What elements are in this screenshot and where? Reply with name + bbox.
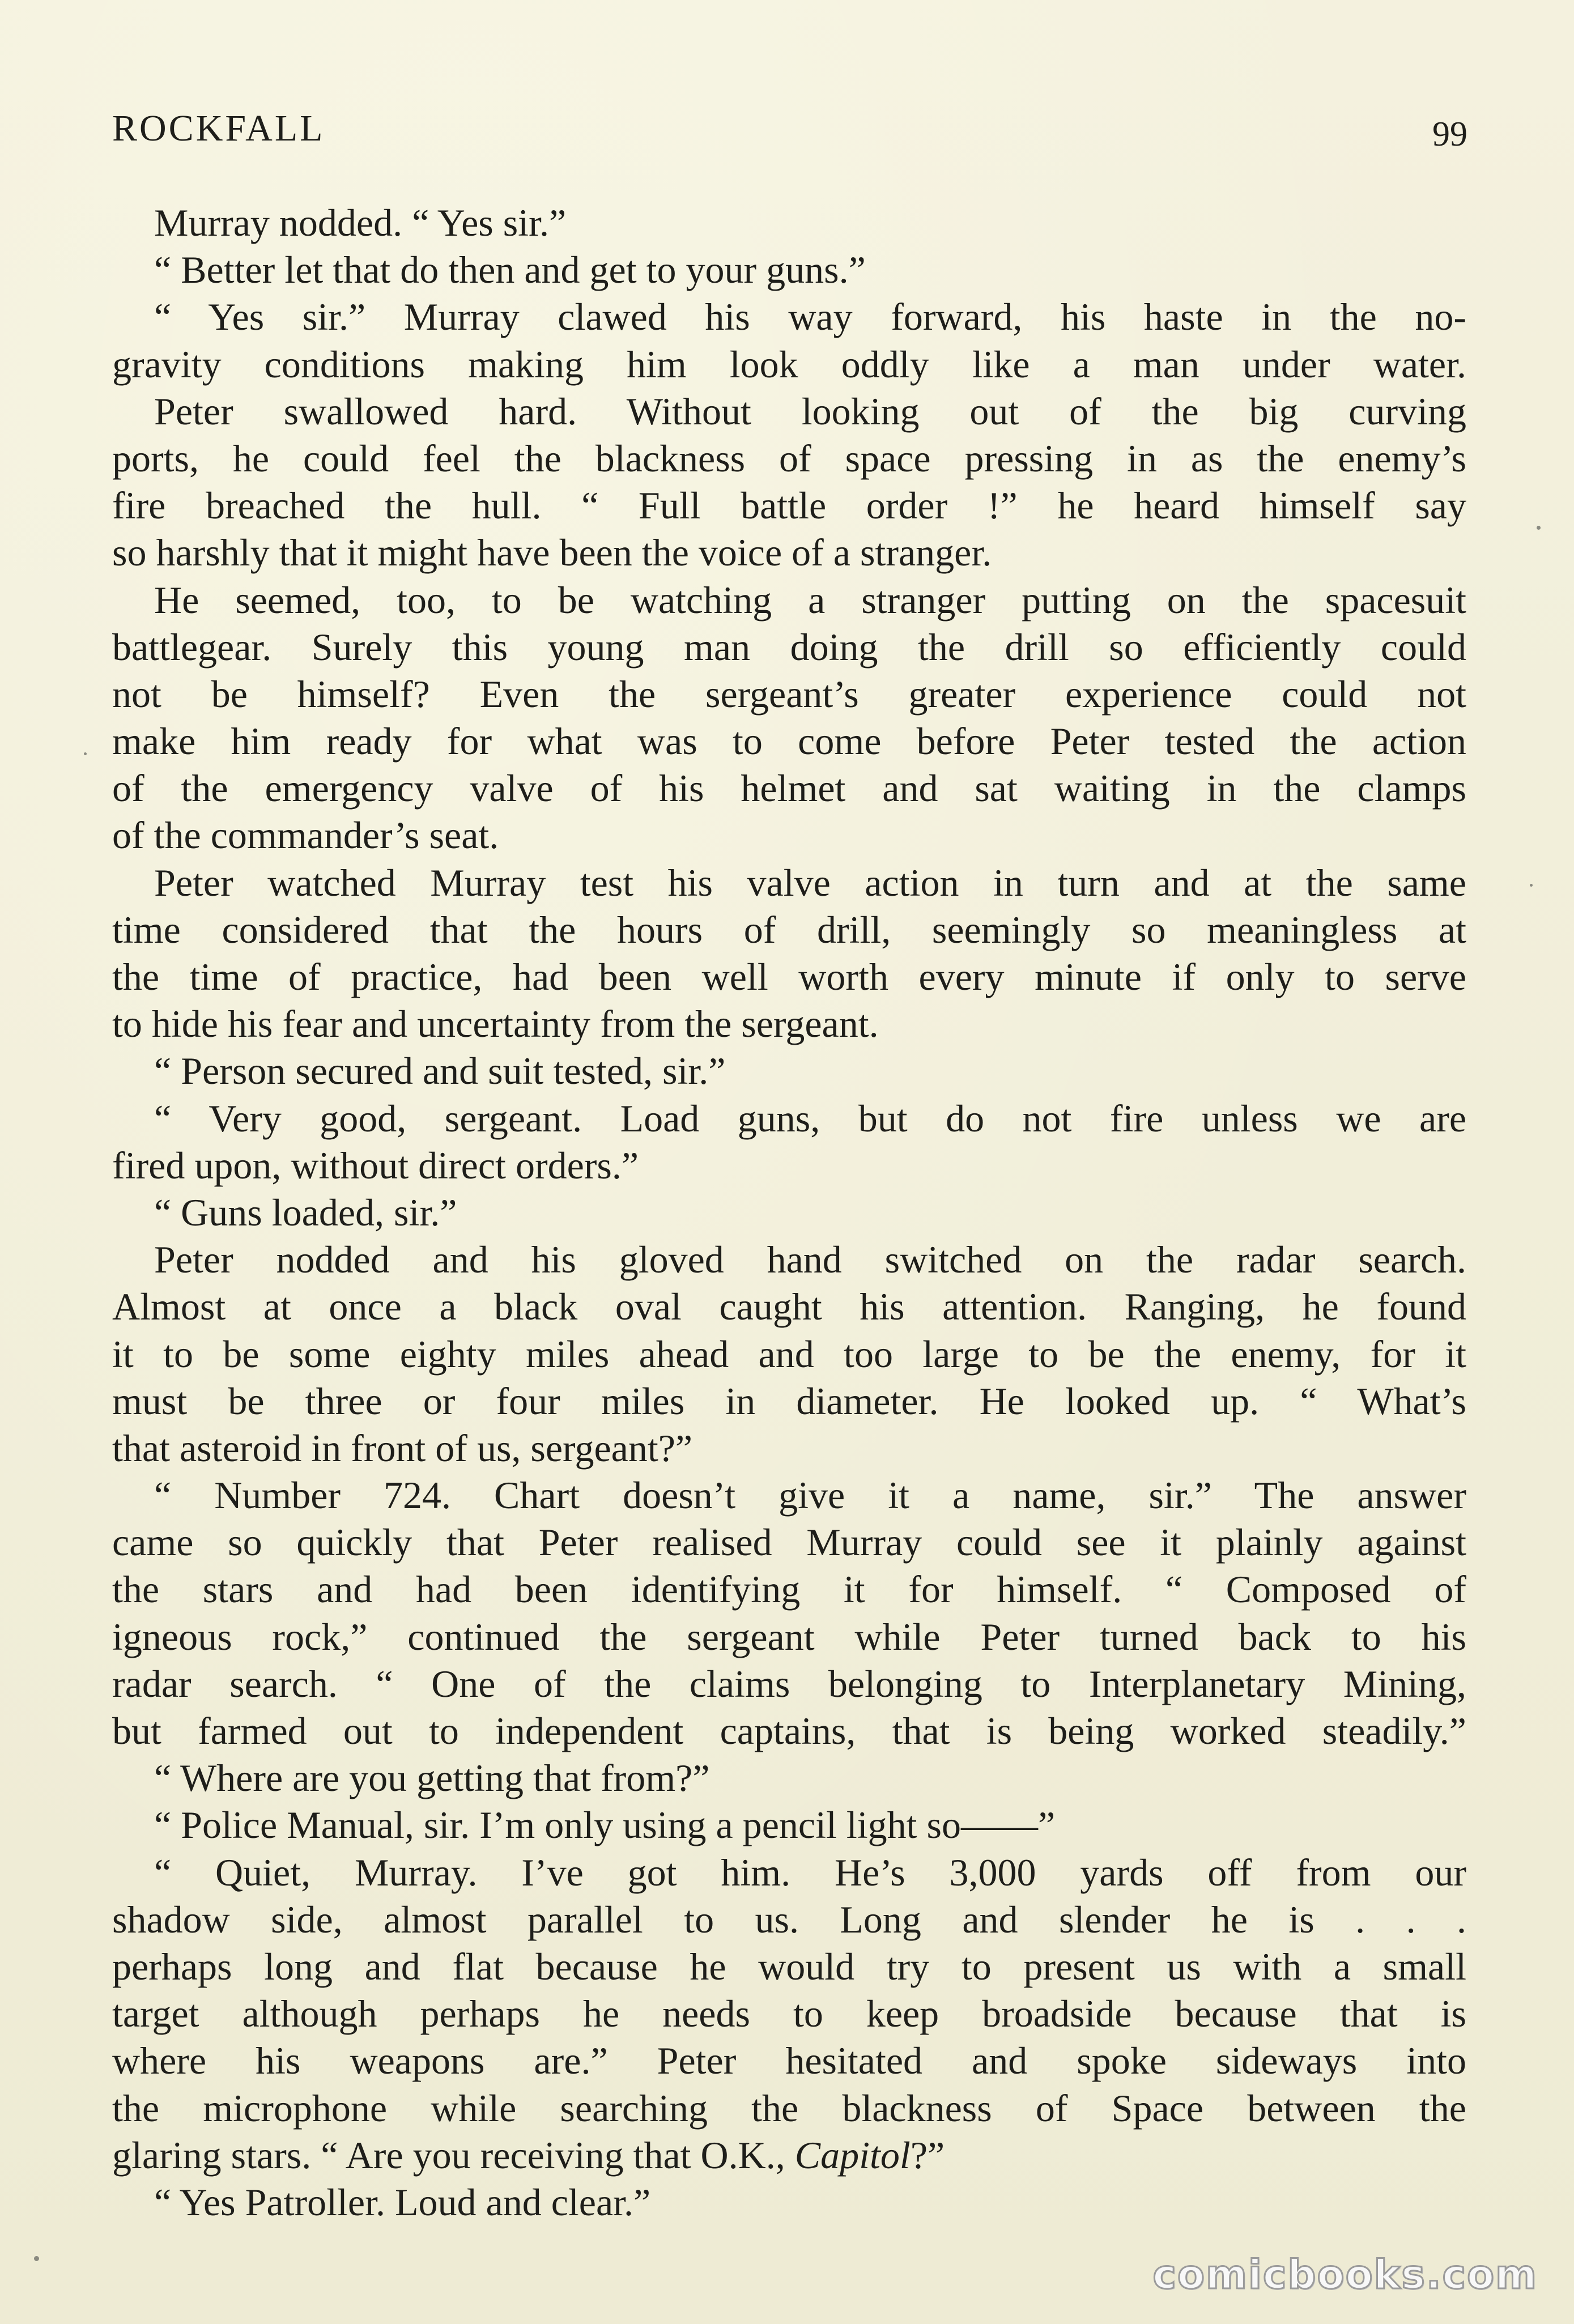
text-line: “ Police Manual, sir. I’m only using a pencil light so——” [154, 1803, 1056, 1847]
text-line: Peter nodded and his gloved hand switched on the radar search. [154, 1238, 1466, 1282]
text-line: perhaps long and flat because he would try to present us with a small [112, 1944, 1466, 1988]
text-line-with-italic [112, 2132, 1466, 2179]
text-line: fired upon, without direct orders.” [112, 1143, 639, 1187]
text-line: came so quickly that Peter realised Murray could see it plainly against [112, 1521, 1466, 1564]
text-line: “ Yes sir.” Murray clawed his way forward, his haste in the no- [154, 295, 1466, 339]
text-line: “ Better let that do then and get to your guns.” [154, 248, 866, 292]
text-line: that asteroid in front of us, sergeant?” [112, 1426, 693, 1470]
text-line: of the emergency valve of his helmet and sat waiting in the clamps [112, 767, 1466, 810]
text-line: “ Guns loaded, sir.” [154, 1190, 457, 1234]
text-line: so harshly that it might have been the voice of a stranger. [112, 531, 992, 574]
text-line: the time of practice, had been well worth every minute if only to serve [112, 955, 1466, 998]
text-line: must be three or four miles in diameter. He looked up. “ What’s [112, 1379, 1466, 1423]
text-line: igneous rock,” continued the sergeant while Peter turned back to his [112, 1615, 1466, 1658]
running-title: ROCKFALL [112, 108, 325, 149]
text-segment: ?” [910, 2133, 945, 2177]
text-line: the stars and had been identifying it for himself. “ Composed of [112, 1568, 1466, 1611]
text-line: to hide his fear and uncertainty from the sergeant. [112, 1002, 879, 1046]
text-line: radar search. “ One of the claims belonging to Interplanetary Mining, [112, 1662, 1466, 1705]
text-line: gravity conditions making him look oddly like a man under water. [112, 342, 1466, 386]
text-line: where his weapons are.” Peter hesitated and spoke sideways into [112, 2039, 1466, 2083]
text-line: Almost at once a black oval caught his attention. Ranging, he found [112, 1285, 1466, 1329]
paper-speck [1537, 526, 1541, 530]
paper-speck [1530, 884, 1533, 887]
text-line: battlegear. Surely this young man doing the drill so efficiently could [112, 625, 1466, 669]
ship-name-italic: Capitol [794, 2133, 911, 2177]
text-line: “ Yes Patroller. Loud and clear.” [154, 2180, 651, 2224]
paper-speck [34, 2256, 39, 2261]
text-line: “ Very good, sergeant. Load guns, but do not fire unless we are [154, 1096, 1466, 1140]
text-line: it to be some eighty miles ahead and too large to be the enemy, for it [112, 1332, 1466, 1376]
text-line: Murray nodded. “ Yes sir.” [154, 201, 567, 244]
text-segment: glaring stars. “ Are you receiving that O.K., [112, 2133, 795, 2177]
page-number: 99 [1432, 115, 1467, 154]
text-line: ports, he could feel the blackness of space pressing in as the enemy’s [112, 436, 1466, 480]
text-line: He seemed, too, to be watching a stranger putting on the spacesuit [154, 578, 1466, 622]
text-line: “ Quiet, Murray. I’ve got him. He’s 3,000 yards off from our [154, 1850, 1466, 1894]
paper-speck [84, 752, 87, 755]
text-line: Peter watched Murray test his valve action in turn and at the same [154, 861, 1466, 904]
body-text [112, 199, 1466, 2226]
text-line: “ Where are you getting that from?” [154, 1756, 710, 1800]
text-line: make him ready for what was to come before Peter tested the action [112, 720, 1466, 763]
text-line: but farmed out to independent captains, that is being worked steadily.” [112, 1709, 1466, 1752]
text-line: “ Person secured and suit tested, sir.” [154, 1049, 726, 1093]
running-head [112, 103, 1467, 154]
text-line: of the commander’s seat. [112, 814, 499, 857]
text-line: not be himself? Even the sergeant’s greater experience could not [112, 672, 1466, 716]
text-line: shadow side, almost parallel to us. Long and slender he is . . . [112, 1897, 1466, 1941]
text-line: the microphone while searching the blackness of Space between the [112, 2086, 1466, 2130]
text-line: target although perhaps he needs to keep broadside because that is [112, 1992, 1466, 2036]
text-line: fire breached the hull. “ Full battle order !” he heard himself say [112, 484, 1466, 527]
text-line: “ Number 724. Chart doesn’t give it a name, sir.” The answer [154, 1474, 1466, 1517]
text-line: Peter swallowed hard. Without looking out of the big curving [154, 389, 1466, 433]
text-line: time considered that the hours of drill, seemingly so meaningless at [112, 908, 1466, 951]
watermark-logo: comicbooks.com [1152, 2251, 1538, 2298]
